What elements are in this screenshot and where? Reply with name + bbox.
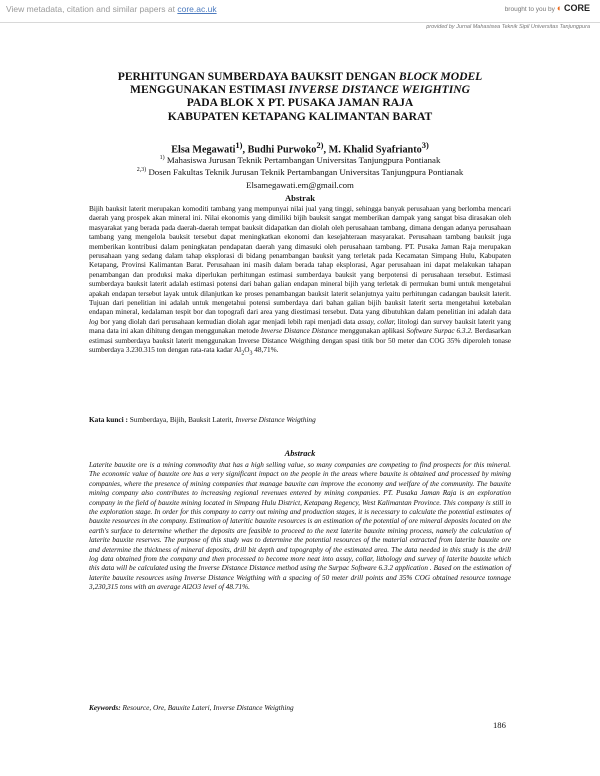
paper-title bbox=[80, 70, 520, 123]
provided-by: provided by Jurnal Mahasiswa Teknik Sipil Universitas Tanjungpura bbox=[0, 23, 590, 30]
abstrak-p5: Berdasarkan estimasi sumberdaya bauksit laterit menggunakan Inverse Distance Weigthing dengan spasi titik bor 50 meter dan COG 35% diperoleh tonase sumberdaya 3.230.315 ton dengan rata-rata kadar Al bbox=[89, 327, 511, 355]
keywords bbox=[89, 703, 511, 712]
keywords-label: Keywords: bbox=[89, 703, 121, 712]
abstrak-o: O bbox=[244, 346, 250, 355]
affiliation-1 bbox=[60, 155, 540, 165]
author-3-sup: 3) bbox=[421, 140, 429, 150]
core-metadata-bar bbox=[0, 0, 600, 23]
core-brand[interactable] bbox=[505, 3, 590, 13]
core-logo-text: CORE bbox=[563, 3, 590, 13]
author-2: Budhi Purwoko bbox=[247, 144, 317, 156]
abstrak-p3: litologi dan survey bauksit laterit yang mana data ini akan dihitung dengan menggunakan metode bbox=[89, 317, 512, 336]
author-1-sup: 1) bbox=[235, 140, 243, 150]
title-line1-a: PERHITUNGAN SUMBERDAYA BAUKSIT DENGAN bbox=[117, 70, 399, 83]
affiliation-1-sup: 1) bbox=[159, 155, 165, 162]
abstrak-p2: bor yang diolah dari perusahaan kemudian diolah agar menjadi lebih rapi menjadi data bbox=[98, 317, 358, 326]
abstrak-sub3: 3 bbox=[249, 350, 253, 357]
abstrak-body bbox=[89, 205, 511, 359]
abstrak-end: 48,71%. bbox=[252, 346, 279, 355]
title-line2-a: MENGGUNAKAN ESTIMASI bbox=[130, 83, 289, 97]
author-email: Elsamegawati.em@gmail.com bbox=[246, 180, 354, 190]
affiliation-1-text: Mahasiswa Jurusan Teknik Pertambangan Universitas Tanjungpura Pontianak bbox=[166, 155, 441, 165]
affiliation-2-sup: 2,3) bbox=[136, 167, 147, 174]
title-line4: KABUPATEN KETAPANG KALIMANTAN BARAT bbox=[167, 109, 433, 123]
author-2-sup: 2) bbox=[316, 140, 324, 150]
affiliation-2 bbox=[60, 167, 540, 177]
title-line2-b: INVERSE DISTANCE WEIGHTING bbox=[288, 83, 470, 97]
abstrak-heading: Abstrak bbox=[284, 193, 316, 203]
author-list: Elsa Megawati$^{1)}$, Budhi Purwoko$^{2)}$, M. Khalid Syafrianto$^{3)}$ bbox=[171, 140, 429, 156]
abstract-heading: Abstrack bbox=[284, 449, 316, 458]
abstrak-surpac: Software Surpac 6.3.2. bbox=[406, 327, 473, 336]
core-metadata-link[interactable] bbox=[6, 4, 217, 14]
abstrak-p1: Bijih bauksit laterit merupakan komoditi tambang yang mempunyai nilai jual yang tinggi, sehingga banyak perusahaan yang berlomba mencari daerah yang prospek akan mineral ini. Nilai ekonomis yang dimiliki bijih bauksit sangat memberikan dampak yang sangat bisa dirasakan oleh masyarakat yang berada pada daerah-daerah tempat bauksit didapatkan dan diolah oleh perusahaan tambang, dimana dengan adanya perusahaan tambang yang mengelola bauksit tersebut dapat meningkatkan ekonomi dan kesejahteraan masyarakat. Perusahaan tambang bauksit juga memberikan kontribusi dalam peningkatan pendapatan daerah yang dimasuki oleh perusahaan tambang. PT. Pusaka Jaman Raja merupakan perusahaan yang sedang dalam tahap eksplorasi di bidang penambangan bauksit yang terletak pada Kecamatan Simpang Hulu, Kabupaten Ketapang, Provinsi Kalimantan Barat. Perusahaan ini masih dalam berada tahap eksplorasi, Agar perusahaan ini dapat melakukan tahapan penambangan dan produksi maka diperlukan perhitungan estimasi sumberdaya bauksit yang berpotensi di perusahaan tersebut. Estimasi sumberdaya bauksit laterit adalah estimasi potensi dari bahan galian endapan mineral bijih yang terletak di permukan bumi untuk mengetahui apakah endapan tersebut layak untuk dilanjutkan ke proses penambangan bauksit laterit selanjutnya yaitu perhitungan cadangan bauksit laterit. Tujuan dari penelitian ini adalah untuk mengetahui potensi sumberdaya dari bahan galian bijih bauksit laterit serta mengetahui ketebalan endapan mineral, kedalaman tespit bor dan topografi dari area yang diestimasi tersebut. Data yang dibutuhkan dalam penelitian ini adalah data bbox=[89, 205, 511, 317]
title-line1-b: BLOCK MODEL bbox=[398, 70, 483, 83]
abstrak-assay: assay, collar, bbox=[357, 317, 396, 326]
abstrak-log: log bbox=[89, 317, 99, 326]
core-link-prefix: View metadata, citation and similar papers at bbox=[6, 4, 178, 14]
kata-kunci bbox=[89, 415, 511, 424]
kata-kunci-italic: Inverse Distance Weigthing bbox=[235, 415, 316, 424]
author-3: M. Khalid Syafrianto bbox=[328, 144, 422, 156]
core-link-anchor[interactable]: core.ac.uk bbox=[177, 4, 217, 14]
abstrak-p4: menggunakan aplikasi bbox=[337, 327, 407, 336]
author-1: Elsa Megawati bbox=[171, 144, 236, 156]
keywords-text: Resource, Ore, Bauxite Lateri, Inverse Distance Weigthing bbox=[120, 703, 294, 712]
core-logo-icon: ◐ bbox=[556, 3, 563, 13]
title-line3: PADA BLOK X PT. PUSAKA JAMAN RAJA bbox=[186, 96, 414, 110]
abstrak-idw: Inverse Distance Distance bbox=[260, 327, 338, 336]
kata-kunci-label: Kata kunci : bbox=[89, 415, 128, 424]
affiliation-2-text: Dosen Fakultas Teknik Jurusan Teknik Pertambangan Universitas Tanjungpura Pontianak bbox=[148, 167, 464, 177]
abstract-body: Laterite bauxite ore is a mining commodity that has a high selling value, so many companies are competing to find prospects for this mineral. The economic value of bauxite ore has a very significant impact on the people in the areas where bauxite is obtained and processed by mining companies, where the presence of mining companies that manage bauxite can improve the economy and welfare of the community. The bauxite mining company also contributes to increasing regional revenues entered by mining companies. PT. Pusaka Jaman Raja is an exploration company in the field of bauxite mining located in Simpang Hulu District, Ketapang Regency, West Kalimantan Province. This company is still in the exploration stage. In order for this company to carry out mining and production stages, it is necessary to calculate the potential estimates of bauxite resources in the company. Estimation of lateritic bauxite resources is an estimation of the potential of ore mineral deposits located on the earth's surface to determine whether the deposits are feasible to proceed to the next laterite bauxite mining process, namely the calculation of laterite bauxite reserves. The purpose of this study was to determine the potential resources of the material extracted from laterite bauxite ore and determine the thickness of mineral deposits, drill bit depth and topography of the estimated area. The data needed in this study is the drill log data obtained from the company and then processed to become more neat into assay, collar, lithology and survey of laterite bauxite which this data will be calculated using the Inverse Distance Distance method using the Surpac Software 6.3.2 application . Based on the estimation of laterite bauxite resources using Inverse Distance Weigthing with a spacing of 50 meter drill points and 35% COG obtained resource tonnage 3,230,315 tons with an average Al2O3 level of 48.71%. bbox=[89, 461, 511, 592]
brought-by-text: brought to you by bbox=[504, 6, 555, 13]
kata-kunci-text: Sumberdaya, Bijih, Bauksit Laterit, bbox=[127, 415, 236, 424]
page-number: 186 bbox=[493, 720, 506, 730]
abstrak-sub2: 2 bbox=[241, 350, 245, 357]
